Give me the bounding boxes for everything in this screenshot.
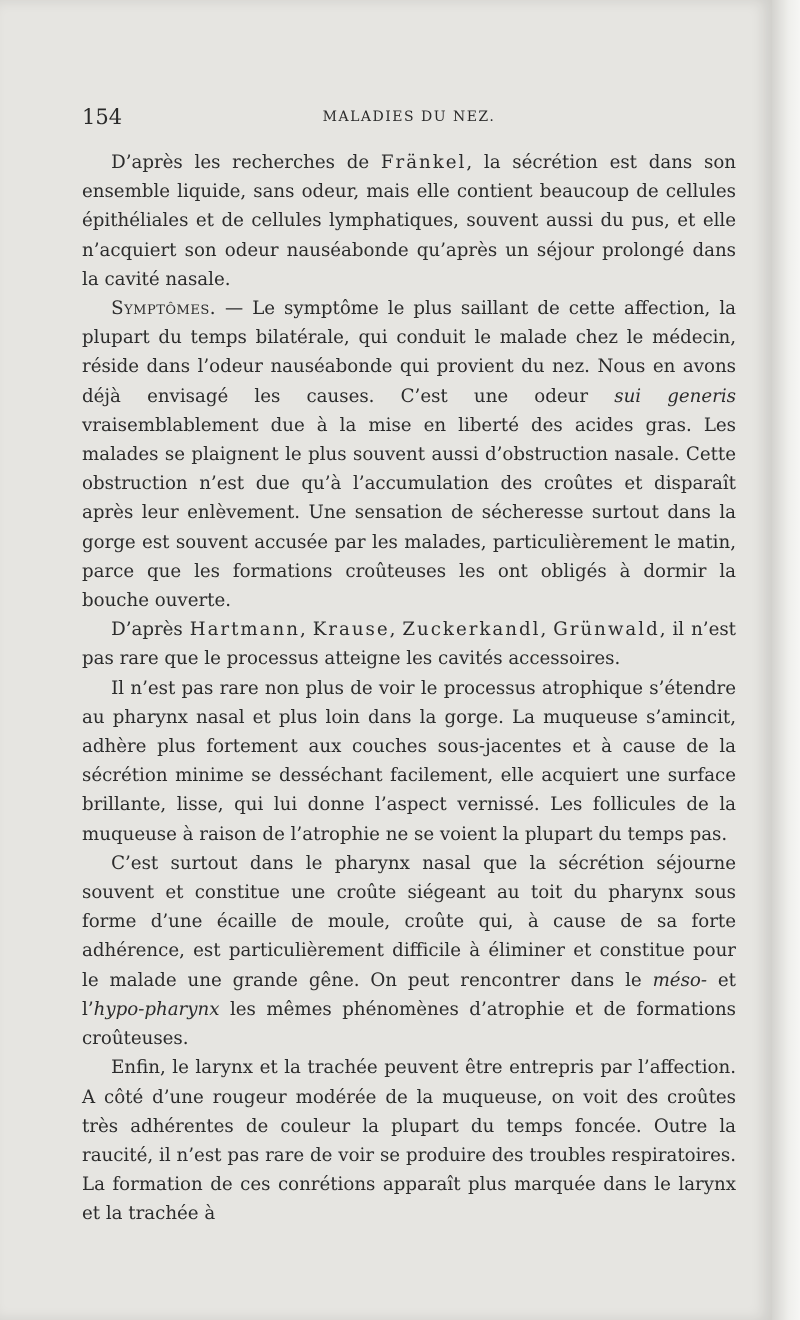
text-run: Krause — [312, 619, 390, 641]
text-run: vraisemblablement due à la mise en liberté des acides gras. Les malades se plaignent le plus souvent aussi d’obstruction nasale. Cette obstruction n’est due qu’à l’accumulation des croûtes et disparaît après leur enlèvement. Une sensation de sécheresse surtout dans la gorge est souvent accusée par les malades, particulièrement le matin, parce que les formations croûteuses les ont obligés à dormir la bouche ouverte. — [82, 414, 736, 612]
paragraph — [82, 294, 736, 615]
text-run: Enfin, le larynx et la trachée peuvent être entrepris par l’affection. A côté d’une rougeur modérée de la muqueuse, on voit des croûtes très adhérentes de couleur la plupart du temps foncée. Outre la raucité, il n’est pas rare de voir se produire des troubles respiratoires. La formation de ces conrétions apparaît plus marquée dans le larynx et la trachée à — [82, 1057, 736, 1225]
text-run: , — [540, 619, 554, 641]
text-run: et l’ — [82, 969, 736, 1020]
text-run: D’après — [111, 619, 190, 641]
text-run: les mêmes phénomènes d’atrophie et de formations croûteuses. — [82, 998, 736, 1050]
text-run: hypo-pharynx — [93, 998, 220, 1020]
paragraph — [82, 615, 736, 673]
body-text — [82, 148, 736, 1229]
text-run: , la sécrétion est dans son ensemble liquide, sans odeur, mais elle contient beaucoup de cellules épithéliales et de cellules lymphatiques, souvent aussi du pus, et elle n’acquiert son odeur nauséabonde qu’après un séjour prolongé dans la cavité nasale. — [82, 152, 736, 290]
text-run: Hartmann — [189, 619, 300, 641]
text-run: , — [389, 619, 403, 641]
page-header — [82, 105, 736, 135]
paragraph — [82, 674, 736, 849]
text-run: Il n’est pas rare non plus de voir le processus atrophique s’étendre au pharynx nasal et plus loin dans la gorge. La muqueuse s’amincit, adhère plus fortement aux couches sous-jacentes et à cause de la sécrétion minime se desséchant facilement, elle acquiert une surface brillante, lisse, qui lui donne l’aspect vernissé. Les follicules de la muqueuse à raison de l’atrophie ne se voient la plupart du temps pas. — [82, 677, 736, 845]
paragraph — [82, 148, 736, 294]
text-run: Zuckerkandl — [402, 619, 541, 641]
running-title: MALADIES DU NEZ. — [322, 109, 496, 125]
text-run: méso- — [652, 969, 708, 991]
paragraph — [82, 1053, 736, 1228]
text-run: Symptômes. — [111, 298, 217, 320]
text-run: D’après les recherches de — [111, 152, 381, 173]
page-edge — [772, 0, 800, 1320]
text-run: sui generis — [614, 385, 737, 407]
text-run: Grünwald — [553, 619, 660, 641]
paragraph — [82, 849, 736, 1053]
text-run: Fränkel — [380, 152, 467, 173]
text-run: , — [299, 619, 313, 641]
page-number: 154 — [82, 105, 123, 129]
text-run: C’est surtout dans le pharynx nasal que la sécrétion séjourne souvent et constitue une croûte siégeant au toit du pharynx sous forme d’une écaille de moule, croûte qui, à cause de sa forte adhérence, est particulièrement difficile à éliminer et constitue pour le malade une grande gêne. On peut rencontrer dans le — [82, 852, 736, 991]
text-run: — Le symptôme le plus saillant de cette affection, la plupart du temps bilatérale, qui conduit le malade chez le médecin, réside dans l’odeur nauséabonde qui provient du nez. Nous en avons déjà envisagé les causes. C’est une odeur — [82, 298, 736, 407]
text-run: , il n’est pas rare que le processus atteigne les cavités accessoires. — [82, 619, 736, 670]
